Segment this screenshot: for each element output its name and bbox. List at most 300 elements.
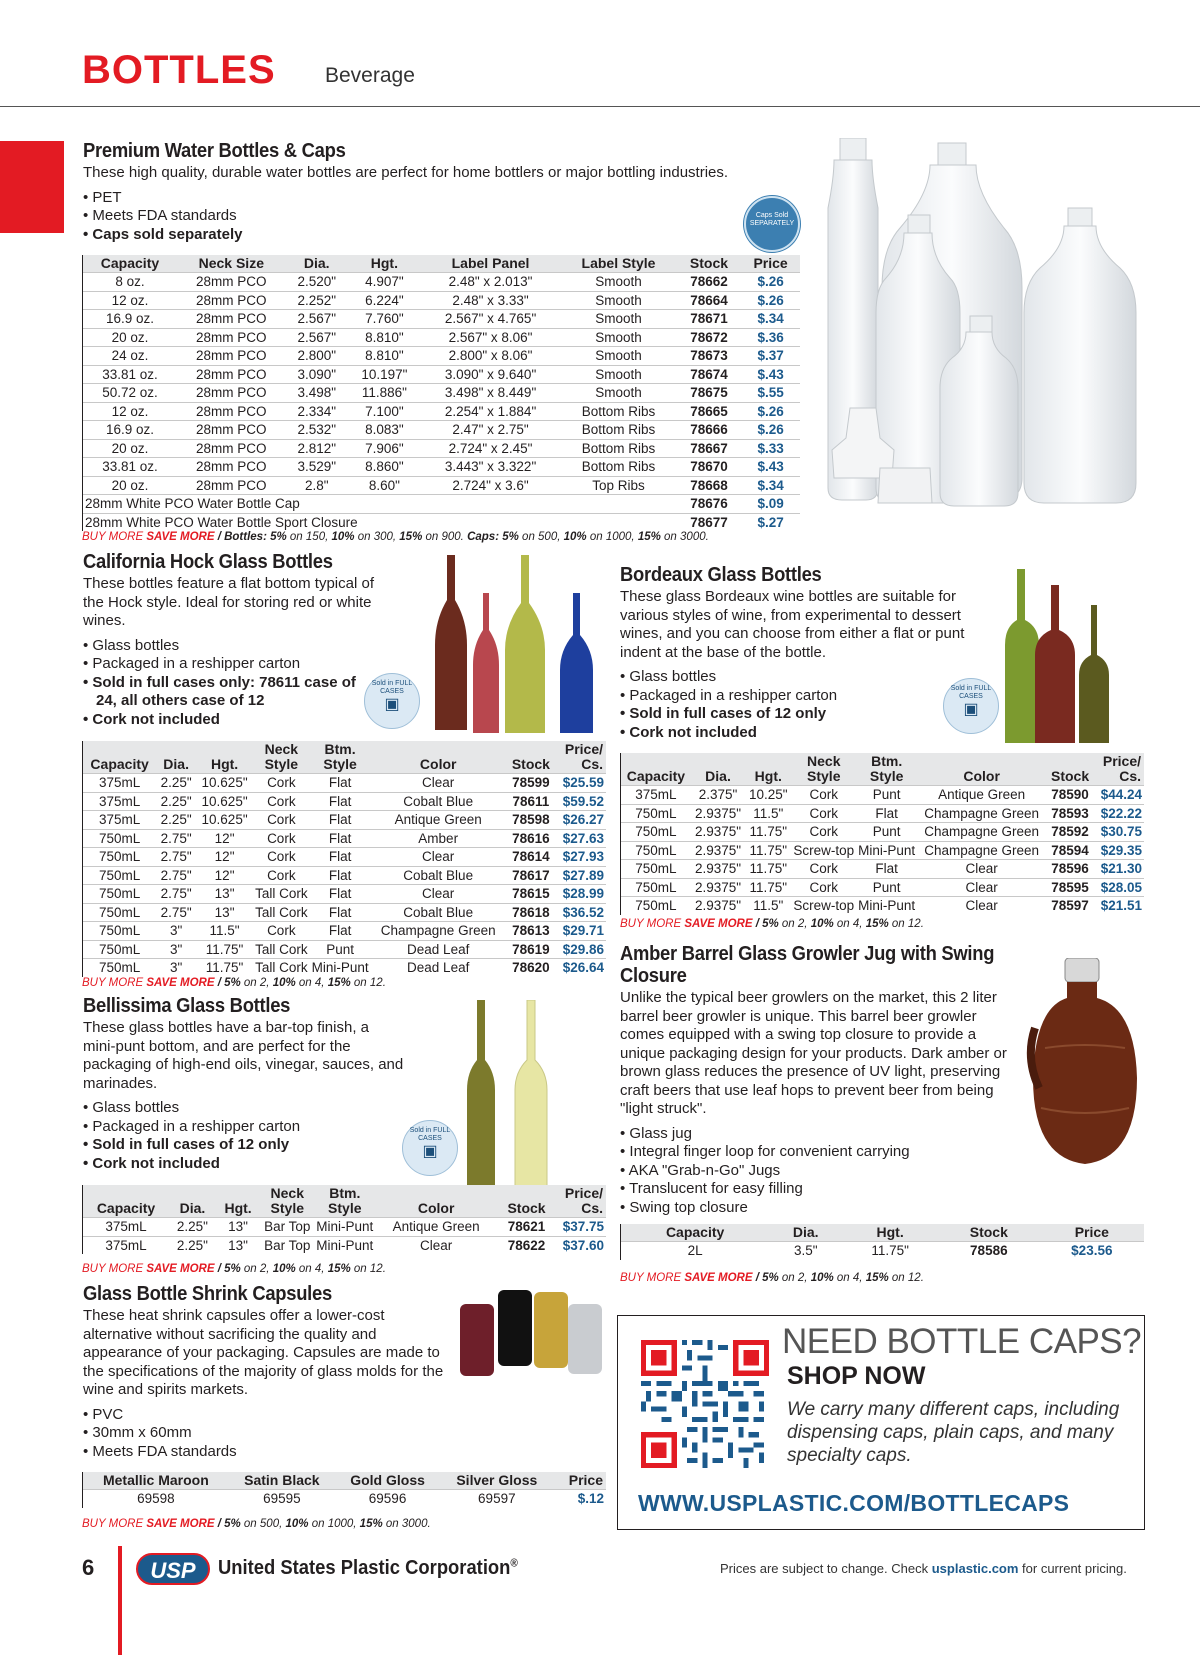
table-cell: 20 oz. [83,328,177,347]
col-header: Price [553,1472,606,1490]
table-cell: 750mL [83,866,156,885]
table-row [83,1218,606,1237]
table-cell: 7.760" [348,310,421,329]
table-cell: 16.9 oz. [83,421,177,440]
table-cell: 11.5" [745,897,791,915]
table-cell: 78665 [677,402,741,421]
table-cell: $.27 [741,513,800,531]
col-header: Stock [497,1185,556,1218]
table-cell: 33.81 oz. [83,365,177,384]
table-cell: 11.75" [745,841,791,860]
table-cell: $21.51 [1094,897,1144,915]
table-cell: 78615 [506,885,556,904]
table-cell: 3" [156,959,196,977]
table-cell: 375mL [83,1236,169,1254]
table-cell: 78592 [1046,823,1094,842]
table-cell: 11.886" [348,384,421,403]
table-cell: Champagne Green [917,804,1046,823]
table-cell: 2.334" [286,402,348,421]
table-cell: $29.86 [556,940,606,959]
table-cell: Mini-Punt [311,960,369,975]
table-row [83,384,800,403]
table-cell: 8.083" [348,421,421,440]
col-header: Dia. [156,741,196,774]
table-cell: Cork [253,792,310,811]
table-cell: $26.27 [556,811,606,830]
table-cell: 375mL [83,792,156,811]
table-cell: 28mm PCO [177,365,286,384]
table-cell: Smooth [560,310,677,329]
table-cell: $.26 [741,421,800,440]
table-row [83,885,606,904]
table-cell: 78593 [1046,804,1094,823]
bullet: • Glass bottles [620,668,1010,687]
page-number: 6 [82,1555,95,1580]
capsules-section [83,1283,453,1461]
promo-url-link[interactable]: WWW.USPLASTIC.COM/BOTTLECAPS [638,1490,1070,1516]
table-cell: Mini-Punt [858,842,916,858]
capsules-table [82,1472,606,1508]
table-cell: 3.498" x 8.449" [421,384,560,403]
table-cell: Smooth [560,273,677,292]
table-cell: $.55 [741,384,800,403]
table-cell: Flat [310,774,371,793]
col-header: Btm. Style [856,753,917,786]
table-cell: 750mL [83,848,156,867]
table-cell: Clear [917,897,1046,915]
hock-section [83,551,383,729]
table-cell: 78586 [938,1242,1040,1260]
table-cell: Clear [917,878,1046,897]
growler-table [620,1224,1144,1260]
table-cell: 78590 [1046,786,1094,805]
table-cell: 2.9375" [691,804,745,823]
table-cell: 8.810" [348,328,421,347]
table-cell: 2.25" [169,1236,216,1254]
table-cell: $59.52 [556,792,606,811]
col-header: Price/ Cs. [556,741,606,774]
table-cell: $.43 [741,365,800,384]
col-header: Hgt. [348,255,421,273]
bellissima-title: Bellissima Glass Bottles [83,995,291,1017]
bullet: • Packaged in a reshipper carton [83,1118,413,1137]
table-cell: $37.60 [556,1236,606,1254]
qr-code[interactable] [641,1340,769,1468]
table-cell: Bottom Ribs [560,402,677,421]
table-cell: 78670 [677,458,741,477]
table-cell: 78597 [1046,897,1094,915]
table-cell: $29.35 [1094,841,1144,860]
col-header: Neck Style [791,753,856,786]
table-cell: 50.72 oz. [83,384,177,403]
table-cell: Bottom Ribs [560,439,677,458]
table-cell: 2.75" [156,903,196,922]
table-cell: 13" [216,1218,260,1237]
table-cell: $.33 [741,439,800,458]
col-header: Capacity [621,1224,769,1242]
bellissima-bullets [83,1099,413,1173]
table-row [621,878,1144,897]
table-row [621,804,1144,823]
caps-sold-separately-badge: Caps Sold SEPARATELY [744,196,800,252]
table-cell: 11.75" [745,823,791,842]
water-bottles-illustration [820,138,1180,518]
table-cell: 750mL [83,829,156,848]
table-cell: 28mm White PCO Water Bottle Cap [83,495,677,514]
col-header: Dia. [691,753,745,786]
bullet: • Caps sold separately [83,226,803,245]
table-cell: 750mL [621,897,691,915]
col-header: Hgt. [196,741,253,774]
table-cell: 11.75" [842,1242,938,1260]
table-cell: Amber [371,829,506,848]
table-row [83,513,800,531]
table-cell: 11.75" [196,940,253,959]
table-cell: 2.254" x 1.884" [421,402,560,421]
col-header: Metallic Maroon [83,1472,229,1490]
hock-title: California Hock Glass Bottles [83,551,333,573]
table-cell: 10.197" [348,365,421,384]
table-cell: $.26 [741,291,800,310]
table-cell: $26.64 [556,959,606,977]
qr-code-icon [641,1340,769,1468]
table-cell: 78674 [677,365,741,384]
table-cell: 78664 [677,291,741,310]
table-cell: Antique Green [917,786,1046,805]
table-cell: Flat [310,922,371,941]
bordeaux-bottles-illustration [1005,565,1125,745]
table-cell: 750mL [83,959,156,977]
col-header: Neck Size [177,255,286,273]
table-cell: Flat [856,860,917,879]
table-cell: Flat [856,804,917,823]
col-header: Neck Style [253,741,310,774]
table-row [83,940,606,959]
usp-logo[interactable]: USP [136,1553,210,1585]
table-cell: 2.9375" [691,897,745,915]
table-cell: 6.224" [348,291,421,310]
col-header: Dia. [286,255,348,273]
growler-bullets [620,1125,1030,1218]
table-cell: 78672 [677,328,741,347]
table-cell: 8.810" [348,347,421,366]
table-cell: 69595 [229,1490,335,1508]
table-cell: 78673 [677,347,741,366]
table-cell: 7.100" [348,402,421,421]
capsules-title: Glass Bottle Shrink Capsules [83,1283,332,1305]
table-row [83,476,800,495]
bullet: • Meets FDA standards [83,1443,453,1462]
table-cell: 2.8" [286,476,348,495]
table-cell: 375mL [83,774,156,793]
table-cell: 2.9375" [691,823,745,842]
table-cell: Flat [310,866,371,885]
bordeaux-table [620,753,1144,915]
table-cell: 28mm PCO [177,291,286,310]
table-cell: 2.812" [286,439,348,458]
table-cell: 28mm PCO [177,310,286,329]
table-cell: 78594 [1046,841,1094,860]
table-cell: 78617 [506,866,556,885]
table-cell: 13" [196,885,253,904]
table-cell: 2.75" [156,829,196,848]
table-cell: Cork [253,866,310,885]
table-cell: 2L [621,1242,769,1260]
table-cell: 750mL [83,922,156,941]
hock-bottles-image [425,555,605,735]
table-cell: 78598 [506,811,556,830]
table-row [83,866,606,885]
table-cell: Cobalt Blue [371,866,506,885]
table-cell: 750mL [621,804,691,823]
table-cell: 78596 [1046,860,1094,879]
table-cell: $25.59 [556,774,606,793]
col-header: Stock [1046,753,1094,786]
col-header: Satin Black [229,1472,335,1490]
table-row [83,328,800,347]
table-cell: Tall Cork [255,886,308,901]
full-cases-badge: Sold in FULL CASES ▣ [402,1120,458,1176]
table-cell: 2.375" [691,786,745,805]
table-row [83,439,800,458]
table-cell: 78622 [497,1236,556,1254]
bullet: • AKA "Grab-n-Go" Jugs [620,1162,1030,1181]
growler-illustration [1025,958,1145,1168]
table-cell: 78666 [677,421,741,440]
col-header: Hgt. [745,753,791,786]
col-header: Hgt. [216,1185,260,1218]
table-cell: 28mm White PCO Water Bottle Sport Closure [83,513,677,531]
table-cell: 2.9375" [691,878,745,897]
table-cell: Dead Leaf [371,959,506,977]
table-cell: Cork [253,811,310,830]
table-cell: 11.75" [196,959,253,977]
table-cell: 750mL [621,860,691,879]
table-row [621,897,1144,915]
bellissima-volume-discount: BUY MORE SAVE MORE / 5% on 2, 10% on 4, 15% on 12. [82,1263,386,1275]
table-row [83,310,800,329]
growler-section [620,943,1030,1217]
capsules-image [458,1286,608,1378]
bullet: • Sold in full cases of 12 only [83,1136,413,1155]
table-cell: 78614 [506,848,556,867]
table-cell: Screw-top [793,842,855,858]
bellissima-section [83,995,413,1173]
table-cell: 750mL [621,823,691,842]
table-cell: Smooth [560,365,677,384]
table-cell: $22.22 [1094,804,1144,823]
table-cell: Champagne Green [917,841,1046,860]
table-cell: 10.25" [745,786,791,805]
table-cell: Cork [791,860,856,879]
table-cell: Champagne Green [371,922,506,941]
usplastic-link[interactable]: usplastic.com [931,1561,1019,1576]
table-row [621,823,1144,842]
table-cell: 78662 [677,273,741,292]
table-cell: Punt [856,786,917,805]
table-cell: 11.5" [196,922,253,941]
table-cell: Champagne Green [917,823,1046,842]
table-cell: 2.520" [286,273,348,292]
table-cell: $.26 [741,402,800,421]
table-cell: Cork [791,823,856,842]
table-cell: 69597 [440,1490,553,1508]
table-cell: $29.71 [556,922,606,941]
table-cell: 375mL [621,786,691,805]
growler-title: Amber Barrel Glass Growler Jug with Swing Closure [620,943,995,987]
table-cell: Bottom Ribs [560,458,677,477]
hock-bullets [83,637,383,730]
table-cell: 78595 [1046,878,1094,897]
table-cell: 78613 [506,922,556,941]
table-cell: 2.75" [156,848,196,867]
bordeaux-title: Bordeaux Glass Bottles [620,564,822,586]
table-cell: 750mL [83,940,156,959]
table-cell: 2.800" [286,347,348,366]
table-row [83,959,606,977]
table-cell: Cork [253,829,310,848]
table-cell: Tall Cork [255,960,308,975]
table-cell: 2.532" [286,421,348,440]
promo-cta[interactable]: SHOP NOW [787,1362,926,1390]
table-cell: Clear [917,860,1046,879]
box-icon: ▣ [422,1143,438,1160]
col-header: Capacity [83,741,156,774]
table-cell: 10.625" [196,792,253,811]
table-cell: 2.567" [286,328,348,347]
table-cell: 78677 [677,513,741,531]
table-cell: 12 oz. [83,291,177,310]
water-title: Premium Water Bottles & Caps [83,140,346,162]
table-cell: 2.800" x 8.06" [421,347,560,366]
col-header: Color [917,753,1046,786]
page-title: BOTTLES [82,48,276,92]
table-cell: Screw-top [793,898,855,913]
table-cell: 7.906" [348,439,421,458]
table-cell: 8 oz. [83,273,177,292]
growler-image [1025,958,1145,1168]
table-row [83,458,800,477]
table-cell: 4.907" [348,273,421,292]
table-cell: 2.9375" [691,860,745,879]
full-cases-badge: Sold in FULL CASES ▣ [943,678,999,734]
table-cell: 2.25" [156,792,196,811]
table-cell: 3.498" [286,384,348,403]
table-cell: Flat [310,811,371,830]
table-cell: 13" [216,1236,260,1254]
table-cell: 11.75" [745,860,791,879]
table-cell: 78599 [506,774,556,793]
table-row [83,848,606,867]
table-cell: $44.24 [1094,786,1144,805]
table-cell: 78621 [497,1218,556,1237]
col-header: Price [1040,1224,1144,1242]
bullet: • PVC [83,1406,453,1425]
table-cell: 3" [156,922,196,941]
bullet: • Packaged in a reshipper carton [620,687,1010,706]
table-cell: 3.090" x 9.640" [421,365,560,384]
table-cell: 16.9 oz. [83,310,177,329]
bullet: • Cork not included [83,711,383,730]
table-cell: 13" [196,903,253,922]
table-cell: Cork [791,786,856,805]
promo-heading: NEED BOTTLE CAPS? [782,1322,1142,1361]
hock-volume-discount: BUY MORE SAVE MORE / 5% on 2, 10% on 4, 15% on 12. [82,977,386,989]
water-section [83,140,803,244]
table-cell: Bar Top [260,1218,314,1237]
table-cell: 11.75" [745,878,791,897]
capsules-desc: These heat shrink capsules offer a lower-cost alternative without sacrificing the quality and appearance of your packaging. Capsules are made to the specifications of the majority of glass molds for the wine and spirits markets. [83,1307,444,1398]
bullet: • PET [83,189,803,208]
table-cell: Bottom Ribs [560,421,677,440]
table-row [621,786,1144,805]
table-cell: 12 oz. [83,402,177,421]
table-cell: 3" [156,940,196,959]
table-cell: Mini-Punt [316,1237,374,1253]
bullet: • Packaged in a reshipper carton [83,655,383,674]
table-cell: 20 oz. [83,439,177,458]
table-cell: 750mL [83,903,156,922]
capsules-illustration [458,1286,608,1378]
table-cell: Top Ribs [560,476,677,495]
table-cell: Punt [310,940,371,959]
table-cell: $.09 [741,495,800,514]
hock-bottles-illustration [425,555,605,735]
table-cell: 78616 [506,829,556,848]
table-cell: Cork [253,848,310,867]
table-cell: 28mm PCO [177,347,286,366]
table-cell: $.12 [553,1490,606,1508]
col-header: Stock [938,1224,1040,1242]
table-cell: 28mm PCO [177,439,286,458]
col-header: Color [375,1185,497,1218]
table-cell: 2.724" x 2.45" [421,439,560,458]
bellissima-bottles-image [455,1000,565,1190]
table-cell: Antique Green [371,811,506,830]
col-header: Silver Gloss [440,1472,553,1490]
col-header: Capacity [83,255,177,273]
table-cell: 2.47" x 2.75" [421,421,560,440]
table-cell: 78675 [677,384,741,403]
bullet: • Cork not included [83,1155,413,1174]
col-header: Stock [506,741,556,774]
table-cell: 33.81 oz. [83,458,177,477]
bullet: • Glass bottles [83,637,383,656]
box-icon: ▣ [384,696,400,713]
table-cell: 3.090" [286,365,348,384]
table-cell: 750mL [83,885,156,904]
table-cell: 3.529" [286,458,348,477]
table-row [83,421,800,440]
table-cell: 78611 [506,792,556,811]
table-cell: 28mm PCO [177,421,286,440]
bordeaux-volume-discount: BUY MORE SAVE MORE / 5% on 2, 10% on 4, 15% on 12. [620,918,924,930]
table-cell: 12" [196,866,253,885]
table-cell: 8.860" [348,458,421,477]
table-cell: Punt [856,878,917,897]
pricing-note: Prices are subject to change. Check usplastic.com for current pricing. [720,1561,1127,1576]
table-cell: $27.93 [556,848,606,867]
col-header: Stock [677,255,741,273]
table-cell: Clear [371,848,506,867]
col-header: Dia. [169,1185,216,1218]
col-header: Label Panel [421,255,560,273]
full-cases-badge: Sold in FULL CASES ▣ [364,673,420,729]
table-cell: 2.25" [156,774,196,793]
capsules-bullets [83,1406,453,1462]
bordeaux-bottles-image [1005,565,1125,745]
table-row [83,774,606,793]
